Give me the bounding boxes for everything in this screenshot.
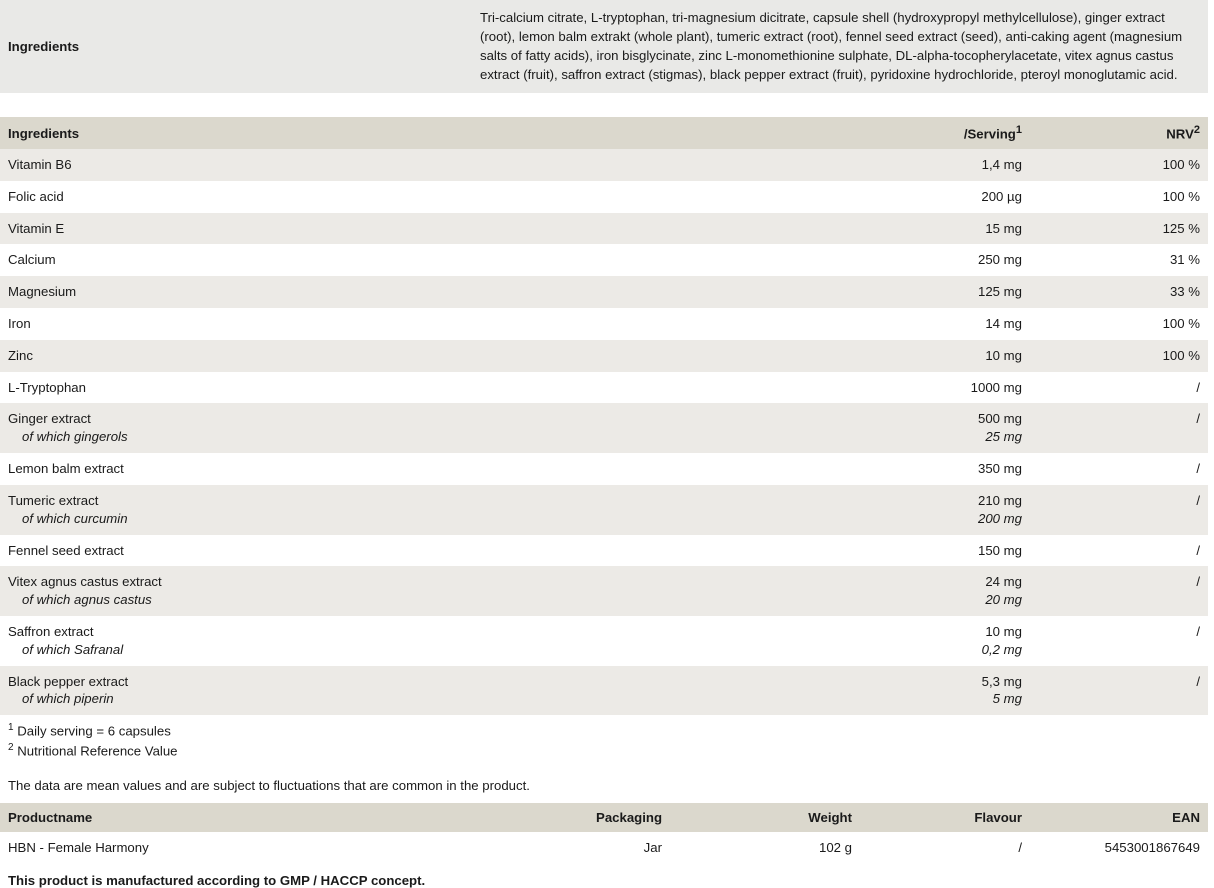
- cell-nrv: 100 %: [1030, 149, 1208, 181]
- cell-serving-amount: [800, 453, 1030, 485]
- ingredient-name: Saffron extract: [8, 623, 94, 639]
- table-row: [0, 244, 1208, 276]
- cell-ingredient: [0, 276, 800, 308]
- gmp-haccp-note: This product is manufactured according to GMP / HACCP concept.: [8, 873, 426, 888]
- cell-ingredient: [0, 213, 800, 245]
- cell-serving-amount: [800, 616, 1030, 666]
- cell-nrv: /: [1030, 616, 1208, 666]
- header-nrv-footnote-marker: 2: [1193, 123, 1200, 136]
- product-header-row: [0, 803, 1208, 832]
- table-row: [0, 566, 1208, 616]
- ingredient-name: L-Tryptophan: [8, 379, 86, 395]
- cell-serving-amount: [800, 535, 1030, 567]
- serving-amount: 5,3 mg: [981, 673, 1022, 689]
- table-row: [0, 308, 1208, 340]
- ingredient-name: Folic acid: [8, 188, 64, 204]
- serving-subamount: 0,2 mg: [981, 641, 1022, 657]
- table-row: [0, 485, 1208, 535]
- cell-packaging: Jar: [500, 832, 670, 863]
- ingredient-name: Magnesium: [8, 284, 77, 300]
- cell-nrv: 33 %: [1030, 276, 1208, 308]
- serving-amount: 250 mg: [978, 252, 1022, 268]
- serving-subamount: 20 mg: [985, 592, 1022, 608]
- cell-serving-amount: [800, 340, 1030, 372]
- ingredient-subline: of which gingerols: [22, 429, 128, 445]
- header-productname: Productname: [0, 803, 500, 832]
- cell-serving-amount: [800, 666, 1030, 716]
- cell-nrv: /: [1030, 485, 1208, 535]
- cell-nrv: /: [1030, 403, 1208, 453]
- footnote-1-marker: 1: [8, 722, 14, 734]
- serving-amount: 150 mg: [978, 542, 1022, 558]
- ingredient-name: Calcium: [8, 252, 56, 268]
- footnotes: [0, 715, 1214, 760]
- ingredients-label: Ingredients: [8, 38, 80, 54]
- ingredient-name: Iron: [8, 316, 31, 332]
- table-row: [0, 372, 1208, 404]
- ingredient-name: Zinc: [8, 347, 33, 363]
- cell-ingredient: [0, 340, 800, 372]
- serving-amount: 24 mg: [985, 574, 1022, 590]
- cell-ingredient: [0, 181, 800, 213]
- header-nrv: [1030, 117, 1208, 149]
- serving-amount: 10 mg: [985, 623, 1022, 639]
- serving-amount: 10 mg: [985, 347, 1022, 363]
- ingredient-name: Lemon balm extract: [8, 461, 124, 477]
- table-row: [0, 832, 1208, 863]
- table-row: [0, 616, 1208, 666]
- ingredients-text: Tri-calcium citrate, L-tryptophan, tri-magnesium dicitrate, capsule shell (hydroxypropyl methylcellulose), ginger extract (root), lemon balm extrakt (whole plant), tumeric extract (root), fennel seed extract (seed), anti-caking agent (magnesium salts of fatty acids), iron bisglycinate, zinc L-monomethionine sulphate, DL-alpha-tocopherylacetate, vitex agnus castus extract (fruit), saffron extract (stigmas), black pepper extract (fruit), pyridoxine hydrochloride, pteroyl monoglutamic acid.: [480, 10, 1183, 83]
- table-row: [0, 403, 1208, 453]
- cell-nrv: 100 %: [1030, 181, 1208, 213]
- footnote-2-text: Nutritional Reference Value: [13, 743, 178, 759]
- serving-amount: 14 mg: [985, 316, 1022, 332]
- cell-ingredient: [0, 149, 800, 181]
- header-nrv-label: NRV: [1166, 125, 1194, 141]
- cell-ean: 5453001867649: [1030, 832, 1208, 863]
- footnote-1-text: Daily serving = 6 capsules: [13, 723, 171, 739]
- table-row: [0, 276, 1208, 308]
- ingredients-description-block: [0, 0, 1208, 93]
- table-row: [0, 453, 1208, 485]
- footnote-1: [8, 721, 1206, 741]
- footnote-2: [8, 741, 1206, 761]
- header-serving-footnote-marker: 1: [1015, 123, 1022, 136]
- cell-serving-amount: [800, 403, 1030, 453]
- cell-nrv: 125 %: [1030, 213, 1208, 245]
- ingredient-name: Ginger extract: [8, 411, 91, 427]
- serving-subamount: 200 mg: [978, 510, 1022, 526]
- cell-ingredient: [0, 403, 800, 453]
- cell-serving-amount: [800, 372, 1030, 404]
- ingredient-subline: of which agnus castus: [22, 592, 152, 608]
- table-row: [0, 181, 1208, 213]
- serving-amount: 200 µg: [981, 188, 1022, 204]
- ingredient-name: Vitamin B6: [8, 156, 72, 172]
- header-ean: EAN: [1030, 803, 1208, 832]
- cell-serving-amount: [800, 181, 1030, 213]
- header-packaging: Packaging: [500, 803, 670, 832]
- ingredient-name: Vitamin E: [8, 220, 65, 236]
- header-serving-label: /Serving: [963, 125, 1016, 141]
- cell-nrv: /: [1030, 566, 1208, 616]
- cell-ingredient: [0, 308, 800, 340]
- ingredient-name: Vitex agnus castus extract: [8, 574, 162, 590]
- cell-serving-amount: [800, 485, 1030, 535]
- table-header-row: [0, 117, 1208, 149]
- ingredient-subline: of which piperin: [22, 691, 114, 707]
- cell-ingredient: [0, 616, 800, 666]
- table-row: [0, 340, 1208, 372]
- table-row: [0, 149, 1208, 181]
- product-table-body: [0, 832, 1208, 863]
- cell-ingredient: [0, 372, 800, 404]
- ingredient-name: Fennel seed extract: [8, 542, 124, 558]
- table-row: [0, 213, 1208, 245]
- ingredient-name: Black pepper extract: [8, 673, 129, 689]
- cell-serving-amount: [800, 308, 1030, 340]
- cell-nrv: 100 %: [1030, 308, 1208, 340]
- nutrition-table-body: [0, 149, 1208, 715]
- header-weight: Weight: [670, 803, 860, 832]
- cell-ingredient: [0, 453, 800, 485]
- cell-ingredient: [0, 566, 800, 616]
- cell-productname: HBN - Female Harmony: [0, 832, 500, 863]
- ingredient-subline: of which curcumin: [22, 510, 128, 526]
- mean-values-note: The data are mean values and are subject to fluctuations that are common in the product.: [8, 778, 530, 794]
- cell-flavour: /: [860, 832, 1030, 863]
- footnote-2-marker: 2: [8, 741, 14, 753]
- serving-amount: 350 mg: [978, 461, 1022, 477]
- cell-serving-amount: [800, 244, 1030, 276]
- serving-amount: 15 mg: [985, 220, 1022, 236]
- header-serving: [800, 117, 1030, 149]
- serving-subamount: 5 mg: [992, 691, 1022, 707]
- cell-serving-amount: [800, 566, 1030, 616]
- cell-nrv: /: [1030, 372, 1208, 404]
- ingredient-subline: of which Safranal: [22, 641, 124, 657]
- nutrition-table: [0, 117, 1208, 716]
- cell-nrv: /: [1030, 453, 1208, 485]
- cell-serving-amount: [800, 213, 1030, 245]
- cell-nrv: 100 %: [1030, 340, 1208, 372]
- cell-ingredient: [0, 535, 800, 567]
- serving-amount: 1,4 mg: [981, 156, 1022, 172]
- cell-ingredient: [0, 666, 800, 716]
- cell-weight: 102 g: [670, 832, 860, 863]
- header-ingredients: Ingredients: [0, 117, 800, 149]
- header-flavour: Flavour: [860, 803, 1030, 832]
- cell-nrv: /: [1030, 666, 1208, 716]
- cell-ingredient: [0, 485, 800, 535]
- serving-amount: 1000 mg: [970, 379, 1022, 395]
- serving-subamount: 25 mg: [985, 429, 1022, 445]
- ingredient-name: Tumeric extract: [8, 492, 99, 508]
- spacer: [0, 93, 1214, 117]
- serving-amount: 125 mg: [978, 284, 1022, 300]
- cell-nrv: 31 %: [1030, 244, 1208, 276]
- cell-ingredient: [0, 244, 800, 276]
- serving-amount: 210 mg: [978, 492, 1022, 508]
- table-row: [0, 666, 1208, 716]
- product-table: [0, 803, 1208, 863]
- serving-amount: 500 mg: [978, 411, 1022, 427]
- cell-serving-amount: [800, 149, 1030, 181]
- cell-serving-amount: [800, 276, 1030, 308]
- table-row: [0, 535, 1208, 567]
- cell-nrv: /: [1030, 535, 1208, 567]
